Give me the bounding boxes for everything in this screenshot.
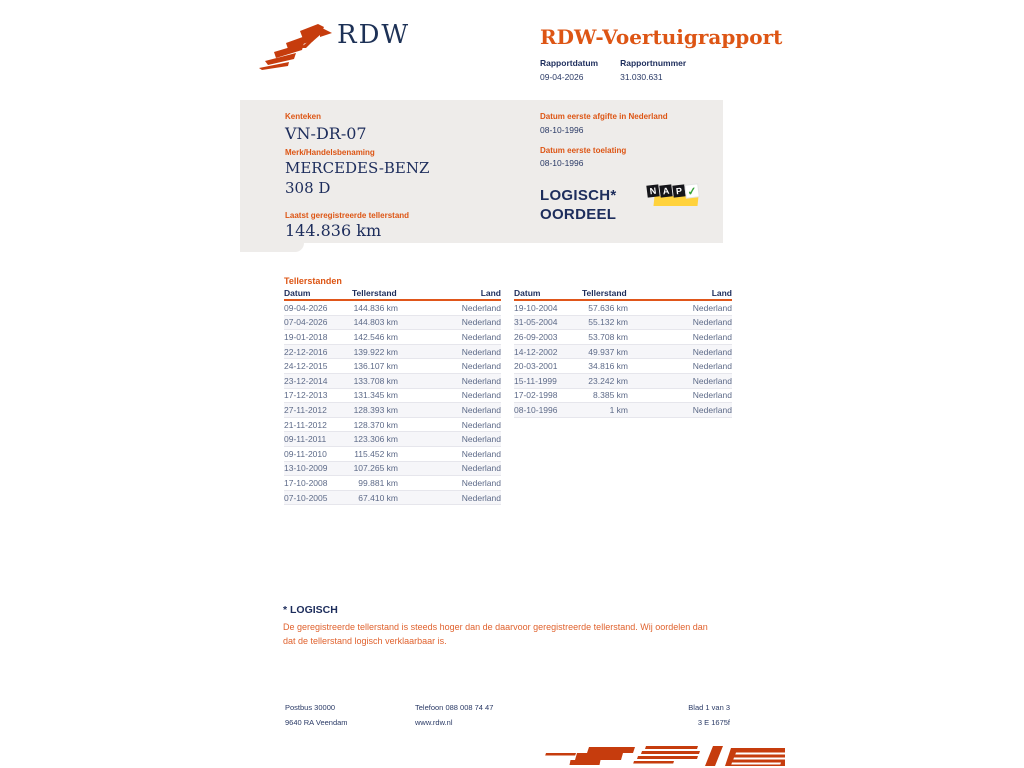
tellerstand-value: 144.836 km <box>285 221 382 240</box>
footer-website: www.rdw.nl <box>415 718 453 727</box>
cell-land: Nederland <box>461 302 501 313</box>
report-number-value: 31.030.631 <box>620 72 663 82</box>
cell-tellerstand: 139.922 km <box>353 346 398 357</box>
cell-tellerstand: 23.242 km <box>588 375 628 386</box>
cell-land: Nederland <box>692 331 732 342</box>
nap-letter-p: P <box>672 184 685 197</box>
table-row <box>514 359 732 374</box>
cell-datum: 26-09-2003 <box>514 331 558 342</box>
cell-datum: 22-12-2016 <box>284 346 328 357</box>
table-row <box>284 476 501 491</box>
report-number-block <box>620 58 686 82</box>
cell-land: Nederland <box>692 346 732 357</box>
table-row <box>284 447 501 462</box>
table-row <box>284 345 501 360</box>
col-header-datum: Datum <box>514 288 541 298</box>
footer-address-line2: 9640 RA Veendam <box>285 718 348 727</box>
table-row <box>284 462 501 477</box>
table-row <box>514 345 732 360</box>
cell-land: Nederland <box>461 361 501 372</box>
cell-tellerstand: 1 km <box>609 404 628 415</box>
tellerstand-label: Laatst geregistreerde tellerstand <box>285 211 410 220</box>
report-date-label: Rapportdatum <box>540 58 599 68</box>
table-row <box>514 389 732 404</box>
cell-tellerstand: 49.937 km <box>588 346 628 357</box>
cell-tellerstand: 144.836 km <box>353 302 398 313</box>
table-row <box>284 330 501 345</box>
cell-tellerstand: 128.393 km <box>353 404 398 415</box>
table-row <box>284 359 501 374</box>
footer-phone: Telefoon 088 008 74 47 <box>415 703 494 712</box>
table-row <box>514 301 732 316</box>
cell-datum: 07-10-2005 <box>284 492 328 503</box>
cell-land: Nederland <box>461 448 501 459</box>
cell-datum: 19-10-2004 <box>514 302 558 313</box>
report-number-label: Rapportnummer <box>620 58 687 68</box>
nap-logo <box>647 184 699 211</box>
cell-tellerstand: 131.345 km <box>353 390 398 401</box>
nap-letter-n: N <box>646 184 659 197</box>
cell-land: Nederland <box>692 302 732 313</box>
cell-datum: 08-10-1996 <box>514 404 558 415</box>
table-row <box>514 330 732 345</box>
cell-land: Nederland <box>461 346 501 357</box>
page-title: RDW-Voertuigrapport <box>540 25 783 49</box>
table-row <box>284 403 501 418</box>
cell-datum: 13-10-2009 <box>284 463 328 474</box>
report-meta <box>540 58 686 82</box>
cell-tellerstand: 34.816 km <box>588 361 628 372</box>
cell-land: Nederland <box>461 492 501 503</box>
cell-datum: 14-12-2002 <box>514 346 558 357</box>
table-header-row <box>284 289 501 301</box>
cell-land: Nederland <box>461 477 501 488</box>
table-row <box>284 389 501 404</box>
cell-datum: 17-02-1998 <box>514 390 558 401</box>
cell-datum: 17-10-2008 <box>284 477 328 488</box>
kenteken-value: VN-DR-07 <box>285 124 367 143</box>
table-row <box>514 316 732 331</box>
footer-address <box>285 700 348 730</box>
afgifte-value: 08-10-1996 <box>540 125 584 135</box>
nap-letter-a: A <box>659 184 672 197</box>
cell-land: Nederland <box>692 361 732 372</box>
afgifte-label: Datum eerste afgifte in Nederland <box>540 112 668 121</box>
cell-datum: 31-05-2004 <box>514 317 558 328</box>
cell-datum: 09-04-2026 <box>284 302 328 313</box>
cell-tellerstand: 107.265 km <box>353 463 398 474</box>
cell-tellerstand: 53.708 km <box>588 331 628 342</box>
merk-type-value: 308 D <box>285 179 331 197</box>
col-header-land: Land <box>480 288 501 298</box>
cell-land: Nederland <box>692 404 732 415</box>
cell-datum: 23-12-2014 <box>284 375 328 386</box>
rdw-bird-logo-icon <box>256 18 334 72</box>
cell-land: Nederland <box>692 390 732 401</box>
kenteken-label: Kenteken <box>285 112 322 121</box>
nap-check-icon: ✓ <box>686 184 698 199</box>
col-header-tellerstand: Tellerstand <box>352 288 397 298</box>
tellerstanden-heading: Tellerstanden <box>284 276 342 286</box>
merk-value: MERCEDES-BENZ <box>285 159 430 177</box>
footer-form-code: 3 E 1675f <box>697 718 730 727</box>
cell-tellerstand: 115.452 km <box>354 448 398 459</box>
table-row <box>284 301 501 316</box>
report-date-block <box>540 58 598 82</box>
table-row <box>514 403 732 418</box>
cell-land: Nederland <box>692 317 732 328</box>
col-header-datum: Datum <box>284 288 311 298</box>
merk-label: Merk/Handelsbenaming <box>285 148 375 157</box>
toelating-label: Datum eerste toelating <box>540 146 627 155</box>
oordeel-line2: OORDEEL <box>540 206 617 223</box>
cell-land: Nederland <box>461 331 501 342</box>
cell-tellerstand: 55.132 km <box>588 317 628 328</box>
cell-land: Nederland <box>461 419 501 430</box>
logisch-note-body: De geregistreerde tellerstand is steeds hoger dan de daarvoor geregistreerde tellerstand. Wij oordelen dan dat de tellerstand logisch verklaarbaar is. <box>283 622 708 646</box>
footer-contact <box>415 700 493 730</box>
table-row <box>284 491 501 506</box>
cell-datum: 09-11-2011 <box>284 434 327 445</box>
cell-land: Nederland <box>461 434 501 445</box>
tellerstanden-table-right <box>514 289 732 418</box>
cell-datum: 17-12-2013 <box>284 390 328 401</box>
table-row <box>514 374 732 389</box>
cell-datum: 15-11-1999 <box>514 375 557 386</box>
cell-tellerstand: 123.306 km <box>353 434 398 445</box>
logisch-note-heading: * LOGISCH <box>283 604 338 616</box>
cell-land: Nederland <box>461 375 501 386</box>
table-row <box>284 432 501 447</box>
footer-address-line1: Postbus 30000 <box>285 703 336 712</box>
toelating-value: 08-10-1996 <box>540 158 584 168</box>
cell-land: Nederland <box>461 390 501 401</box>
cell-tellerstand: 99.881 km <box>358 477 398 488</box>
cell-tellerstand: 144.803 km <box>353 317 398 328</box>
cell-datum: 27-11-2012 <box>284 404 327 415</box>
cell-tellerstand: 67.410 km <box>358 492 398 503</box>
tellerstanden-table-left <box>284 289 501 505</box>
cell-land: Nederland <box>461 404 501 415</box>
report-date-value: 09-04-2026 <box>540 72 584 82</box>
cell-tellerstand: 128.370 km <box>353 419 398 430</box>
col-header-tellerstand: Tellerstand <box>582 288 627 298</box>
cell-tellerstand: 133.708 km <box>353 375 398 386</box>
table-row <box>284 316 501 331</box>
cell-land: Nederland <box>461 463 501 474</box>
cell-land: Nederland <box>692 375 732 386</box>
cell-datum: 21-11-2012 <box>284 419 327 430</box>
cell-tellerstand: 8.385 km <box>593 390 628 401</box>
cell-datum: 24-12-2015 <box>284 361 328 372</box>
vehicle-info-box-tab <box>240 243 304 252</box>
footer-page-info <box>620 700 730 730</box>
cell-tellerstand: 57.636 km <box>588 302 628 313</box>
cell-tellerstand: 136.107 km <box>353 361 398 372</box>
cell-tellerstand: 142.546 km <box>353 331 398 342</box>
cell-datum: 09-11-2010 <box>284 448 327 459</box>
table-row <box>284 418 501 433</box>
table-row <box>284 374 501 389</box>
cell-datum: 20-03-2001 <box>514 361 558 372</box>
cell-land: Nederland <box>461 317 501 328</box>
rdw-wing-graphic <box>545 744 785 768</box>
col-header-land: Land <box>711 288 732 298</box>
oordeel-line1: LOGISCH* <box>540 187 617 204</box>
cell-datum: 19-01-2018 <box>284 331 328 342</box>
table-header-row <box>514 289 732 301</box>
cell-datum: 07-04-2026 <box>284 317 328 328</box>
footer-page-indicator: Blad 1 van 3 <box>688 703 730 712</box>
rdw-wordmark: RDW <box>337 20 411 50</box>
